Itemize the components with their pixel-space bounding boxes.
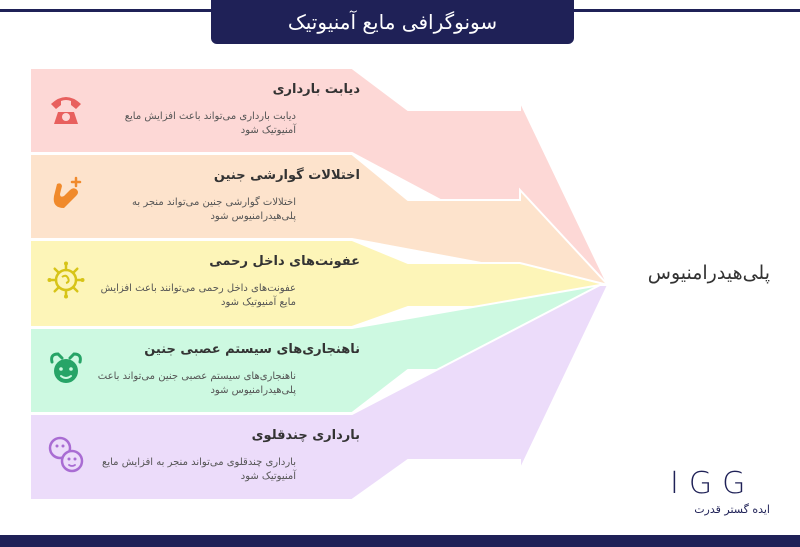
effect-label: پلی‌هیدرامنیوس	[647, 262, 770, 284]
cause-title: بارداری چندقلوی	[251, 428, 360, 443]
baby-icon	[46, 348, 86, 388]
logo-text: ایده گستر قدرت	[694, 503, 770, 516]
cause-gestational-diabetes	[40, 68, 360, 148]
cause-description: ناهنجاری‌های سیستم عصبی جنین می‌تواند باعث پلی‌هیدرامنیوس شود	[97, 371, 296, 396]
cause-multiple-pregnancy	[40, 414, 360, 494]
cause-title: دیابت بارداری	[272, 82, 360, 97]
bottom-bar	[0, 535, 800, 547]
cause-description: دیابت بارداری می‌تواند باعث افزایش مایع آمنیوتیک شود	[124, 111, 296, 136]
cause-title: ناهنجاری‌های سیستم عصبی جنین	[144, 342, 360, 357]
virus-icon	[46, 260, 86, 300]
digestive-icon	[46, 174, 86, 214]
phone-icon	[46, 88, 86, 128]
cause-description: عفونت‌های داخل رحمی می‌توانند باعث افزایش مایع آمنیوتیک شود	[100, 283, 296, 308]
cause-description: اختلالات گوارشی جنین می‌تواند منجر به پلی‌هیدرامنیوس شود	[132, 197, 296, 222]
cause-intrauterine-infections	[40, 240, 360, 320]
cause-title: اختلالات گوارشی جنین	[213, 168, 360, 183]
twins-icon	[46, 434, 86, 474]
company-logo	[670, 466, 770, 522]
cause-fetal-neural-abnormalities	[40, 328, 360, 408]
cause-description: بارداری چندقلوی می‌تواند منجر به افزایش مایع آمنیوتیک شود	[102, 457, 296, 482]
page-title: سونوگرافی مایع آمنیوتیک	[287, 10, 498, 34]
cause-title: عفونت‌های داخل رحمی	[209, 254, 360, 269]
logo-mark: IGG	[670, 466, 756, 501]
cause-fetal-gi-disorders	[40, 154, 360, 234]
